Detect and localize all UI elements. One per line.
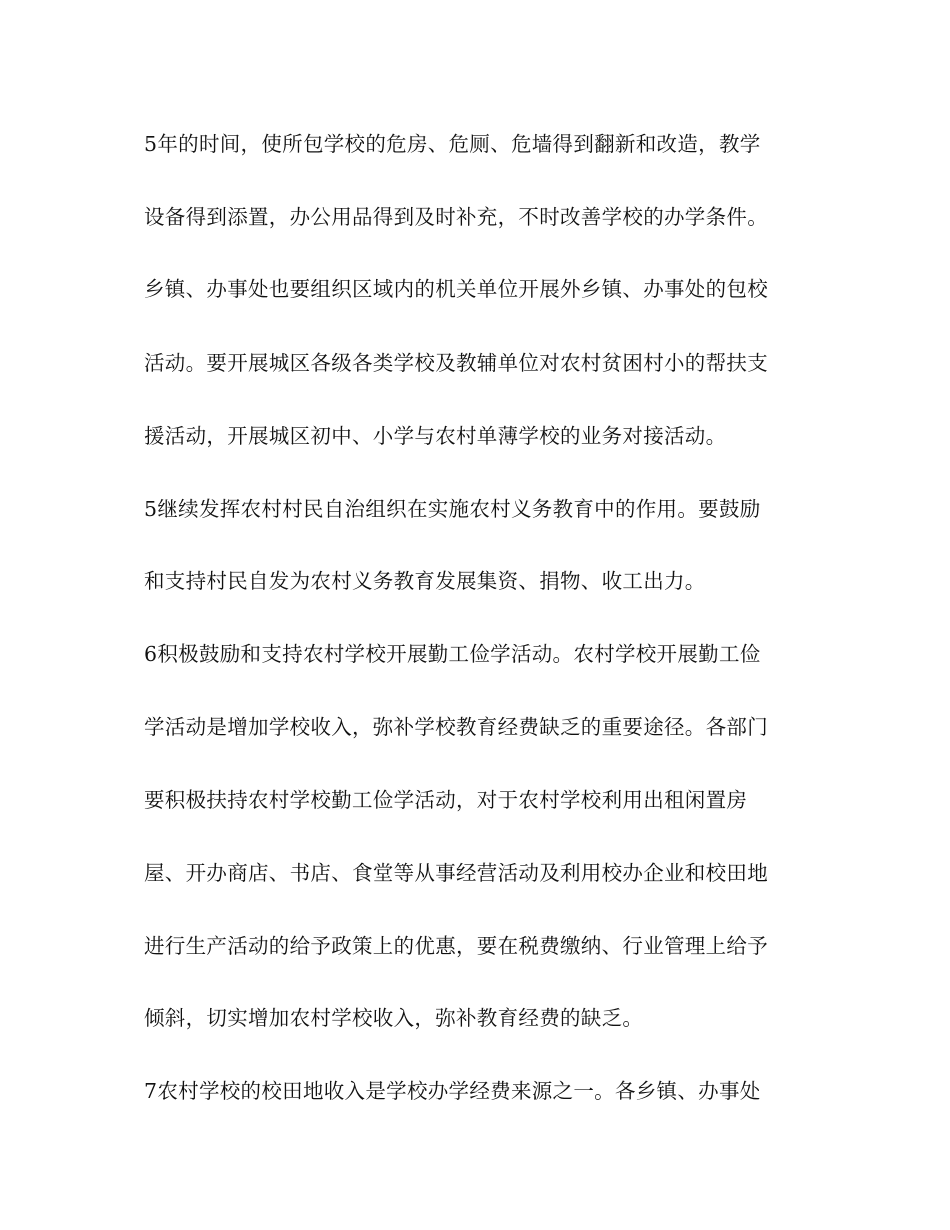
text-line: 屋、开办商店、书店、食堂等从事经营活动及利用校办企业和校田地: [144, 861, 768, 885]
text-line: 6积极鼓励和支持农村学校开展勤工俭学活动。农村学校开展勤工俭: [144, 642, 761, 666]
text-line: 7农村学校的校田地收入是学校办学经费来源之一。各乡镇、办事处: [144, 1079, 761, 1103]
text-line: 援活动，开展城区初中、小学与农村单薄学校的业务对接活动。: [144, 424, 727, 448]
text-line: 要积极扶持农村学校勤工俭学活动，对于农村学校利用出租闲置房: [144, 788, 748, 812]
text-line: 乡镇、办事处也要组织区域内的机关单位开展外乡镇、办事处的包校: [144, 277, 768, 301]
text-line: 5继续发挥农村村民自治组织在实施农村义务教育中的作用。要鼓励: [144, 497, 761, 521]
text-line: 进行生产活动的给予政策上的优惠，要在税费缴纳、行业管理上给予: [144, 934, 768, 958]
text-line: 活动。要开展城区各级各类学校及教辅单位对农村贫困村小的帮扶支: [144, 351, 768, 375]
text-line: 和支持村民自发为农村义务教育发展集资、捐物、收工出力。: [144, 569, 706, 593]
text-line: 5年的时间，使所包学校的危房、危厕、危墙得到翻新和改造，教学: [144, 132, 761, 156]
text-line: 倾斜，切实增加农村学校收入，弥补教育经费的缺乏。: [144, 1006, 644, 1030]
text-line: 设备得到添置，办公用品得到及时补充，不时改善学校的办学条件。: [144, 205, 768, 229]
text-line: 学活动是增加学校收入，弥补学校教育经费缺乏的重要途径。各部门: [144, 715, 768, 739]
